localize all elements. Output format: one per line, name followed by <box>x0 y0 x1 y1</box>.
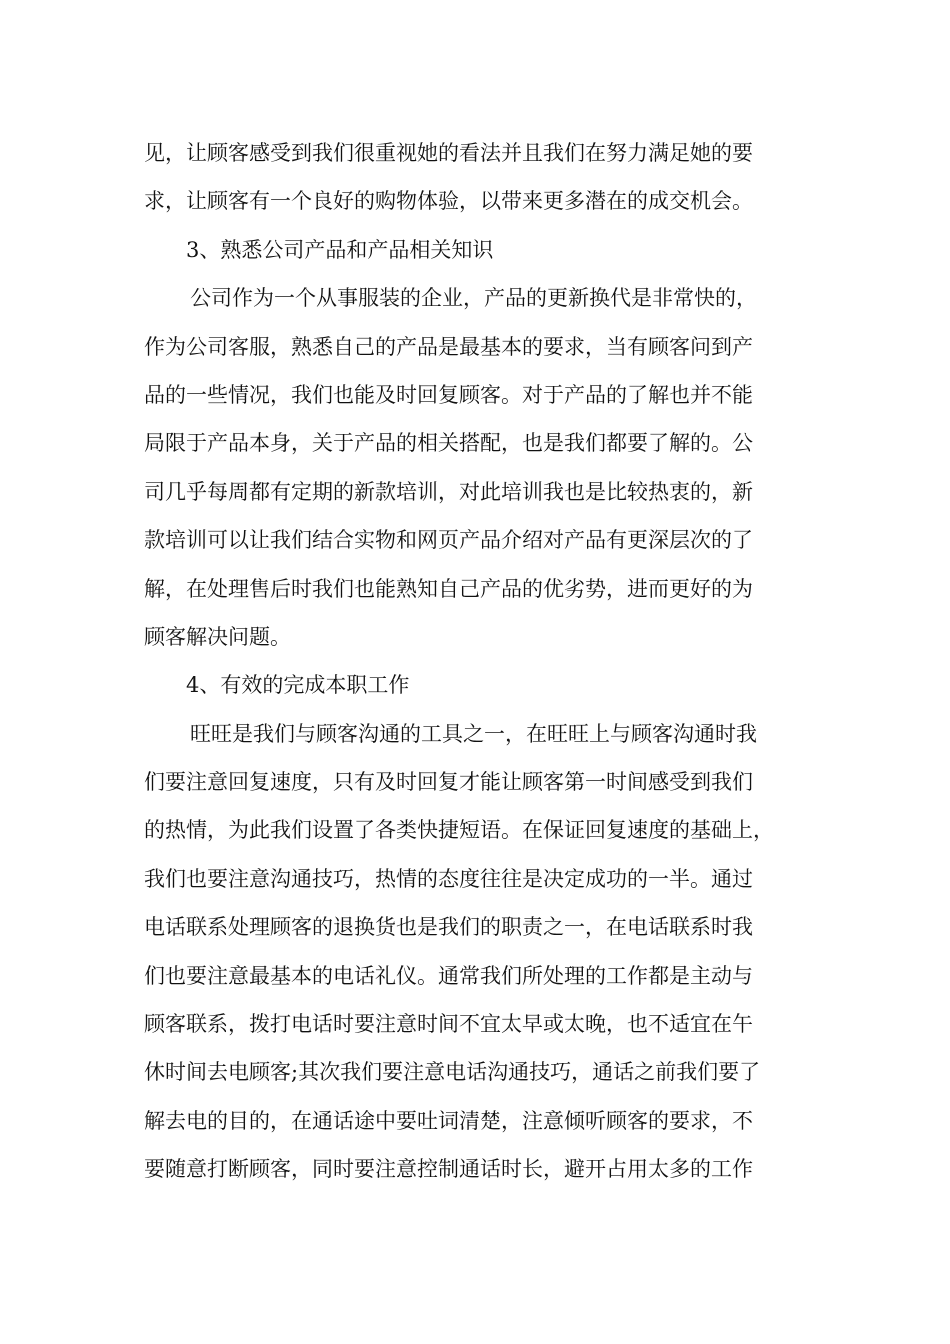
text-line: 顾客解决问题。 <box>144 624 291 649</box>
text-line: 们要注意回复速度，只有及时回复才能让顾客第一时间感受到我们 <box>144 770 753 795</box>
text-line: 休时间去电顾客;其次我们要注意电话沟通技巧，通话之前我们要了 <box>144 1060 761 1085</box>
body-text <box>144 133 808 1198</box>
text-line: 电话联系处理顾客的退换货也是我们的职责之一，在电话联系时我 <box>144 915 753 940</box>
text-line: 局限于产品本身，关于产品的相关搭配，也是我们都要了解的。公 <box>144 431 753 456</box>
text-line: 见，让顾客感受到我们很重视她的看法并且我们在努力满足她的要 <box>144 141 753 165</box>
section-heading: 4、有效的完成本职工作 <box>186 673 410 698</box>
text-line: 我们也要注意沟通技巧，热情的态度往往是决定成功的一半。通过 <box>144 866 753 891</box>
text-line: 求，让顾客有一个良好的购物体验，以带来更多潜在的成交机会。 <box>144 189 753 214</box>
text-line: 要随意打断顾客，同时要注意控制通话时长，避开占用太多的工作 <box>144 1157 753 1182</box>
text-line: 的热情，为此我们设置了各类快捷短语。在保证回复速度的基础上， <box>144 818 774 843</box>
text-line: 解去电的目的，在通话途中要吐词清楚，注意倾听顾客的要求，不 <box>144 1108 753 1133</box>
section-heading: 3、熟悉公司产品和产品相关知识 <box>186 237 494 262</box>
text-line: 作为公司客服，熟悉自己的产品是最基本的要求，当有顾客问到产 <box>144 334 753 359</box>
text-line: 司几乎每周都有定期的新款培训，对此培训我也是比较热衷的，新 <box>144 479 753 504</box>
text-line: 品的一些情况，我们也能及时回复顾客。对于产品的了解也并不能 <box>144 382 753 407</box>
paragraph-first-line: 公司作为一个从事服装的企业，产品的更新换代是非常快的， <box>190 286 757 311</box>
text-line: 款培训可以让我们结合实物和网页产品介绍对产品有更深层次的了 <box>144 528 753 553</box>
text-line: 解，在处理售后时我们也能熟知自己产品的优劣势，进而更好的为 <box>144 576 753 601</box>
paragraph-first-line: 旺旺是我们与顾客沟通的工具之一，在旺旺上与顾客沟通时我 <box>190 721 757 746</box>
text-line: 顾客联系，拨打电话时要注意时间不宜太早或太晚，也不适宜在午 <box>144 1012 753 1037</box>
text-line: 们也要注意最基本的电话礼仪。通常我们所处理的工作都是主动与 <box>144 963 753 988</box>
